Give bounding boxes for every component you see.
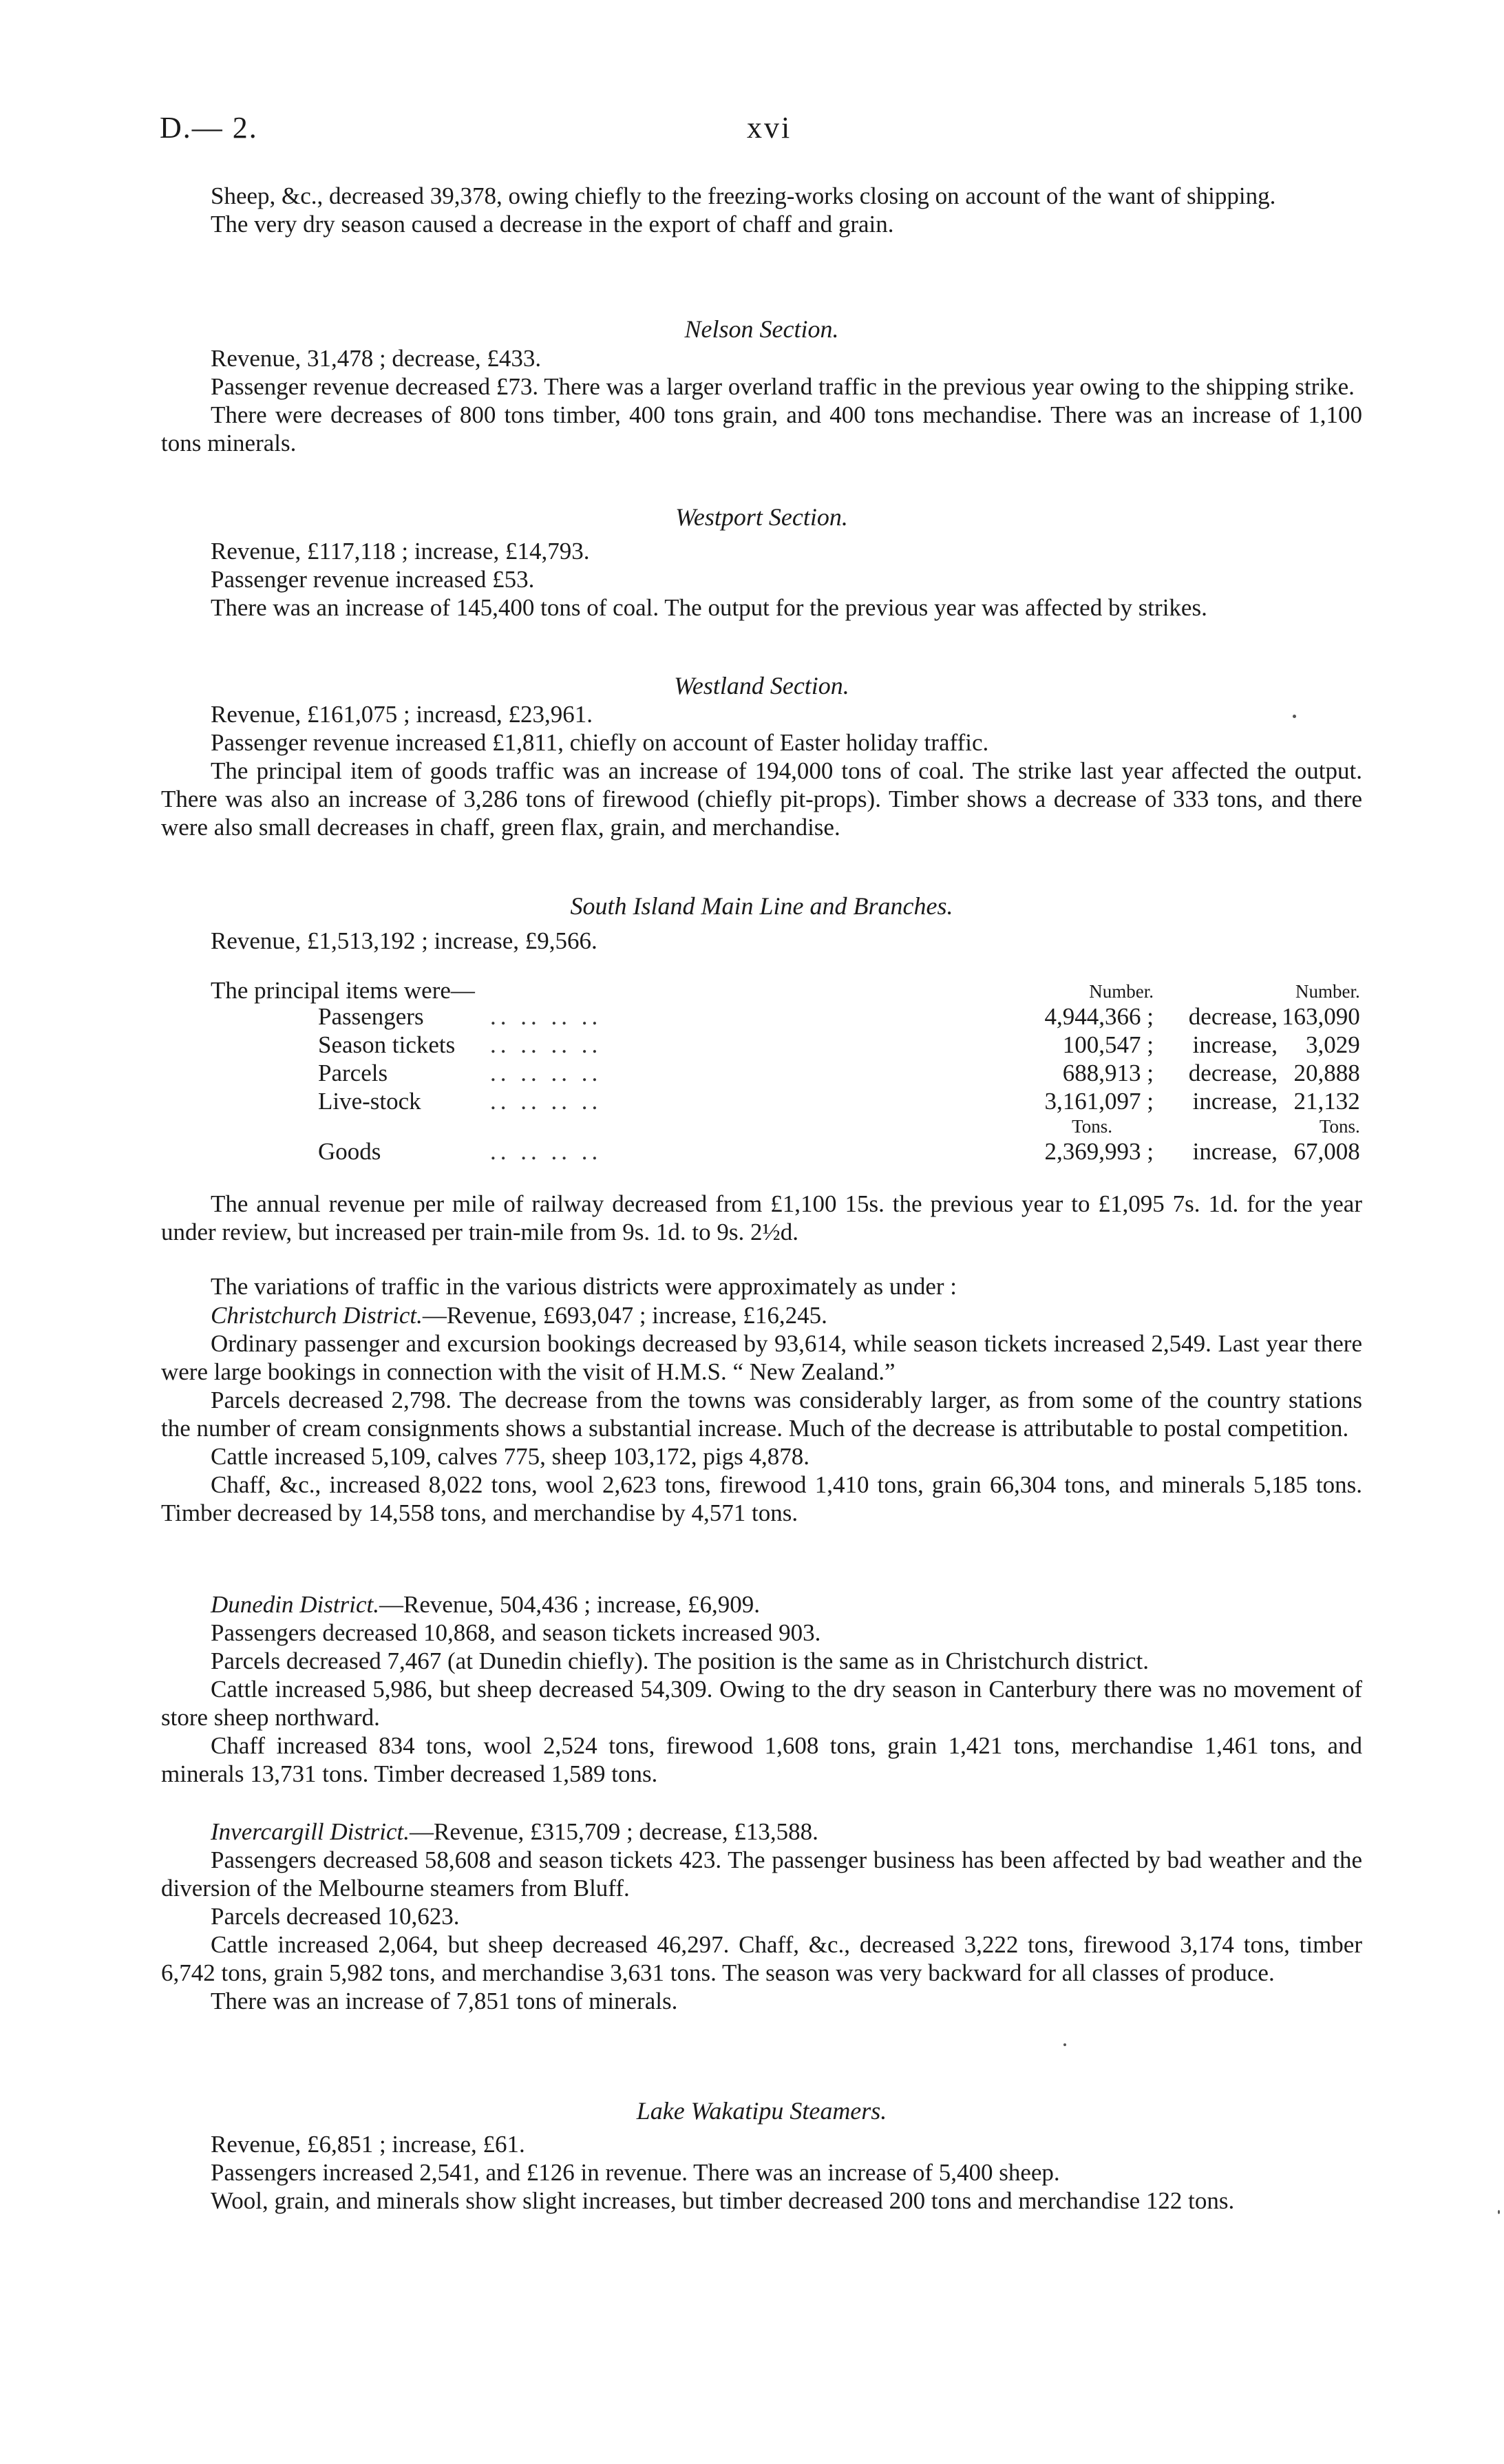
scan-speck <box>1498 2210 1500 2214</box>
row-label: Passengers <box>318 1003 424 1030</box>
nelson-goods: There were decreases of 800 tons timber, 400 tons grain, and 400 tons mechandise. There was an increase of 1,100 tons minerals. <box>161 401 1362 456</box>
westland-passengers: Passenger revenue increased £1,811, chiefly on account of Easter holiday traffic. <box>211 729 989 756</box>
westland-revenue: Revenue, £161,075 ; increasd, £23,961. <box>211 701 593 728</box>
christchurch-revenue <box>161 1301 1362 1329</box>
westland-goods: The principal item of goods traffic was an increase of 194,000 tons of coal. The strike last year affected the output. There was also an increase of 3,286 tons of firewood (chiefly pit-props). Timber shows a decrease of 333 tons, and there were also small decreases in chaff, green flax, grain, and merchandise. <box>161 757 1362 841</box>
dunedin-livestock: Cattle increased 5,986, but sheep decreased 54,309. Owing to the dry season in Canterbury there was no movement of store sheep northward. <box>161 1676 1362 1731</box>
wakatipu-revenue: Revenue, £6,851 ; increase, £61. <box>211 2131 525 2158</box>
wakatipu-passengers: Passengers increased 2,541, and £126 in revenue. There was an increase of 5,400 sheep. <box>211 2159 1060 2186</box>
variations-block <box>161 1272 1362 1301</box>
leader-dots: .. .. .. .. <box>490 1031 602 1058</box>
dunedin-goods: Chaff increased 834 tons, wool 2,524 tons, firewood 1,608 tons, grain 1,421 tons, merchandise 1,461 tons, and minerals 13,731 tons. Timber decreased 1,589 tons. <box>161 1732 1362 1787</box>
christchurch-parcels: Parcels decreased 2,798. The decrease from the towns was considerably larger, as from some of the country stations the number of cream consignments shows a substantial increase. Much of the decrease is attributable to postal competition. <box>161 1387 1362 1442</box>
invercargill-block <box>161 1818 1362 2015</box>
scan-speck <box>1293 715 1296 718</box>
dunedin-parcels: Parcels decreased 7,467 (at Dunedin chiefly). The position is the same as in Christchurch district. <box>211 1647 1150 1674</box>
westport-coal: There was an increase of 145,400 tons of coal. The output for the previous year was affected by strikes. <box>211 594 1207 621</box>
page-number: xvi <box>747 111 792 145</box>
invercargill-passengers: Passengers decreased 58,608 and season tickets 423. The passenger business has been affected by bad weather and the diversion of the Melbourne steamers from Bluff. <box>161 1846 1362 1902</box>
row-change: decrease, <box>1188 1060 1278 1086</box>
table-row <box>206 1002 1360 1031</box>
paragraph-variations: The variations of traffic in the various districts were approximately as under : <box>211 1273 957 1300</box>
leader-dots: .. .. .. .. <box>490 1138 602 1165</box>
paragraph-revenue-per-mile: The annual revenue per mile of railway decreased from £1,100 15s. the previous year to £1,095 7s. 1d. for the year under review, but increased per train-mile from 9s. 1d. to 9s. 2½d. <box>161 1190 1362 1245</box>
westland-block <box>161 700 1362 841</box>
principal-items-intro: The principal items were— <box>211 977 475 1004</box>
intro-block <box>161 182 1362 238</box>
invercargill-revenue <box>161 1818 1362 1846</box>
dunedin-block <box>161 1590 1362 1788</box>
row-change: increase, <box>1192 1088 1278 1115</box>
leader-dots: .. .. .. .. <box>490 1060 602 1086</box>
row-change: increase, <box>1192 1031 1278 1058</box>
unit-label: Tons. <box>1072 1116 1112 1137</box>
row-amount: 3,029 <box>1306 1031 1360 1058</box>
christchurch-goods: Chaff, &c., increased 8,022 tons, wool 2,623 tons, firewood 1,410 tons, grain 66,304 tons, and minerals 5,185 tons. Timber decreased by 14,558 tons, and merchandise by 4,571 tons. <box>161 1471 1362 1526</box>
row-amount: 21,132 <box>1293 1088 1360 1115</box>
row-change: increase, <box>1192 1138 1278 1165</box>
row-label: Parcels <box>318 1060 388 1086</box>
row-label: Season tickets <box>318 1031 456 1058</box>
nelson-block <box>161 344 1362 457</box>
wakatipu-goods: Wool, grain, and minerals show slight increases, but timber decreased 200 tons and merchandise 122 tons. <box>211 2187 1235 2214</box>
westport-passengers: Passenger revenue increased £53. <box>211 566 535 593</box>
table-units-row <box>206 1115 1360 1137</box>
christchurch-livestock: Cattle increased 5,109, calves 775, sheep 103,172, pigs 4,878. <box>211 1443 809 1470</box>
unit-label: Number. <box>1295 981 1360 1002</box>
heading-south-island: South Island Main Line and Branches. <box>570 892 953 920</box>
south-island-revenue: Revenue, £1,513,192 ; increase, £9,566. <box>211 927 597 954</box>
table-row <box>206 1087 1360 1115</box>
row-value: 100,547 ; <box>1062 1031 1154 1058</box>
unit-label: Tons. <box>1319 1116 1360 1137</box>
heading-nelson-section: Nelson Section. <box>684 315 839 343</box>
paragraph-sheep: Sheep, &c., decreased 39,378, owing chiefly to the freezing-works closing on account of the want of shipping. <box>211 182 1276 209</box>
district-name: Christchurch District. <box>211 1302 423 1329</box>
district-revenue: —Revenue, £693,047 ; increase, £16,245. <box>422 1302 827 1329</box>
unit-label: Number. <box>1089 981 1154 1002</box>
district-revenue: —Revenue, £315,709 ; decrease, £13,588. <box>410 1818 818 1845</box>
invercargill-parcels: Parcels decreased 10,623. <box>211 1903 460 1930</box>
row-amount: 163,090 <box>1282 1003 1360 1030</box>
invercargill-goods: Cattle increased 2,064, but sheep decreased 46,297. Chaff, &c., decreased 3,222 tons, firewood 3,174 tons, timber 6,742 tons, grain 5,982 tons, and merchandise 3,631 tons. The season was very backward for all classes of produce. <box>161 1931 1362 1986</box>
row-label: Live-stock <box>318 1088 421 1115</box>
table-units-row <box>206 980 1360 1002</box>
table-row <box>206 1059 1360 1087</box>
heading-lake-wakatipu: Lake Wakatipu Steamers. <box>636 2097 887 2125</box>
scan-speck <box>1063 2043 1066 2046</box>
document-reference: D.— 2. <box>160 111 258 145</box>
table-row <box>206 1031 1360 1059</box>
dunedin-revenue <box>161 1590 1362 1619</box>
dunedin-passengers: Passengers decreased 10,868, and season tickets increased 903. <box>211 1619 821 1646</box>
westport-revenue: Revenue, £117,118 ; increase, £14,793. <box>211 538 590 565</box>
row-value: 688,913 ; <box>1062 1060 1154 1086</box>
principal-items-table <box>206 980 1360 1166</box>
wakatipu-block <box>161 2130 1362 2215</box>
train-mile-block <box>161 1190 1362 1246</box>
row-label: Goods <box>318 1138 381 1165</box>
district-name: Dunedin District. <box>211 1591 379 1618</box>
district-name: Invercargill District. <box>211 1818 410 1845</box>
row-value: 2,369,993 ; <box>1044 1138 1154 1165</box>
leader-dots: .. .. .. .. <box>490 1088 602 1115</box>
district-revenue: —Revenue, 504,436 ; increase, £6,909. <box>379 1591 761 1618</box>
leader-dots: .. .. .. .. <box>490 1003 602 1030</box>
christchurch-passengers: Ordinary passenger and excursion bookings decreased by 93,614, while season tickets increased 2,549. Last year there were large bookings in connection with the visit of H.M.S. “ New Zealand.” <box>161 1330 1362 1385</box>
westport-block <box>161 537 1362 622</box>
row-value: 3,161,097 ; <box>1044 1088 1154 1115</box>
nelson-revenue: Revenue, 31,478 ; decrease, £433. <box>211 345 542 372</box>
row-amount: 20,888 <box>1293 1060 1360 1086</box>
heading-westland-section: Westland Section. <box>674 672 849 699</box>
nelson-passengers: Passenger revenue decreased £73. There was a larger overland traffic in the previous year owing to the shipping strike. <box>211 373 1355 400</box>
row-amount: 67,008 <box>1293 1138 1360 1165</box>
paragraph-dry-season: The very dry season caused a decrease in the export of chaff and grain. <box>211 211 894 238</box>
christchurch-block <box>161 1301 1362 1527</box>
row-value: 4,944,366 ; <box>1044 1003 1154 1030</box>
row-change: decrease, <box>1188 1003 1278 1030</box>
invercargill-minerals: There was an increase of 7,851 tons of minerals. <box>211 1988 678 2014</box>
heading-westport-section: Westport Section. <box>675 503 848 531</box>
table-row <box>206 1137 1360 1166</box>
